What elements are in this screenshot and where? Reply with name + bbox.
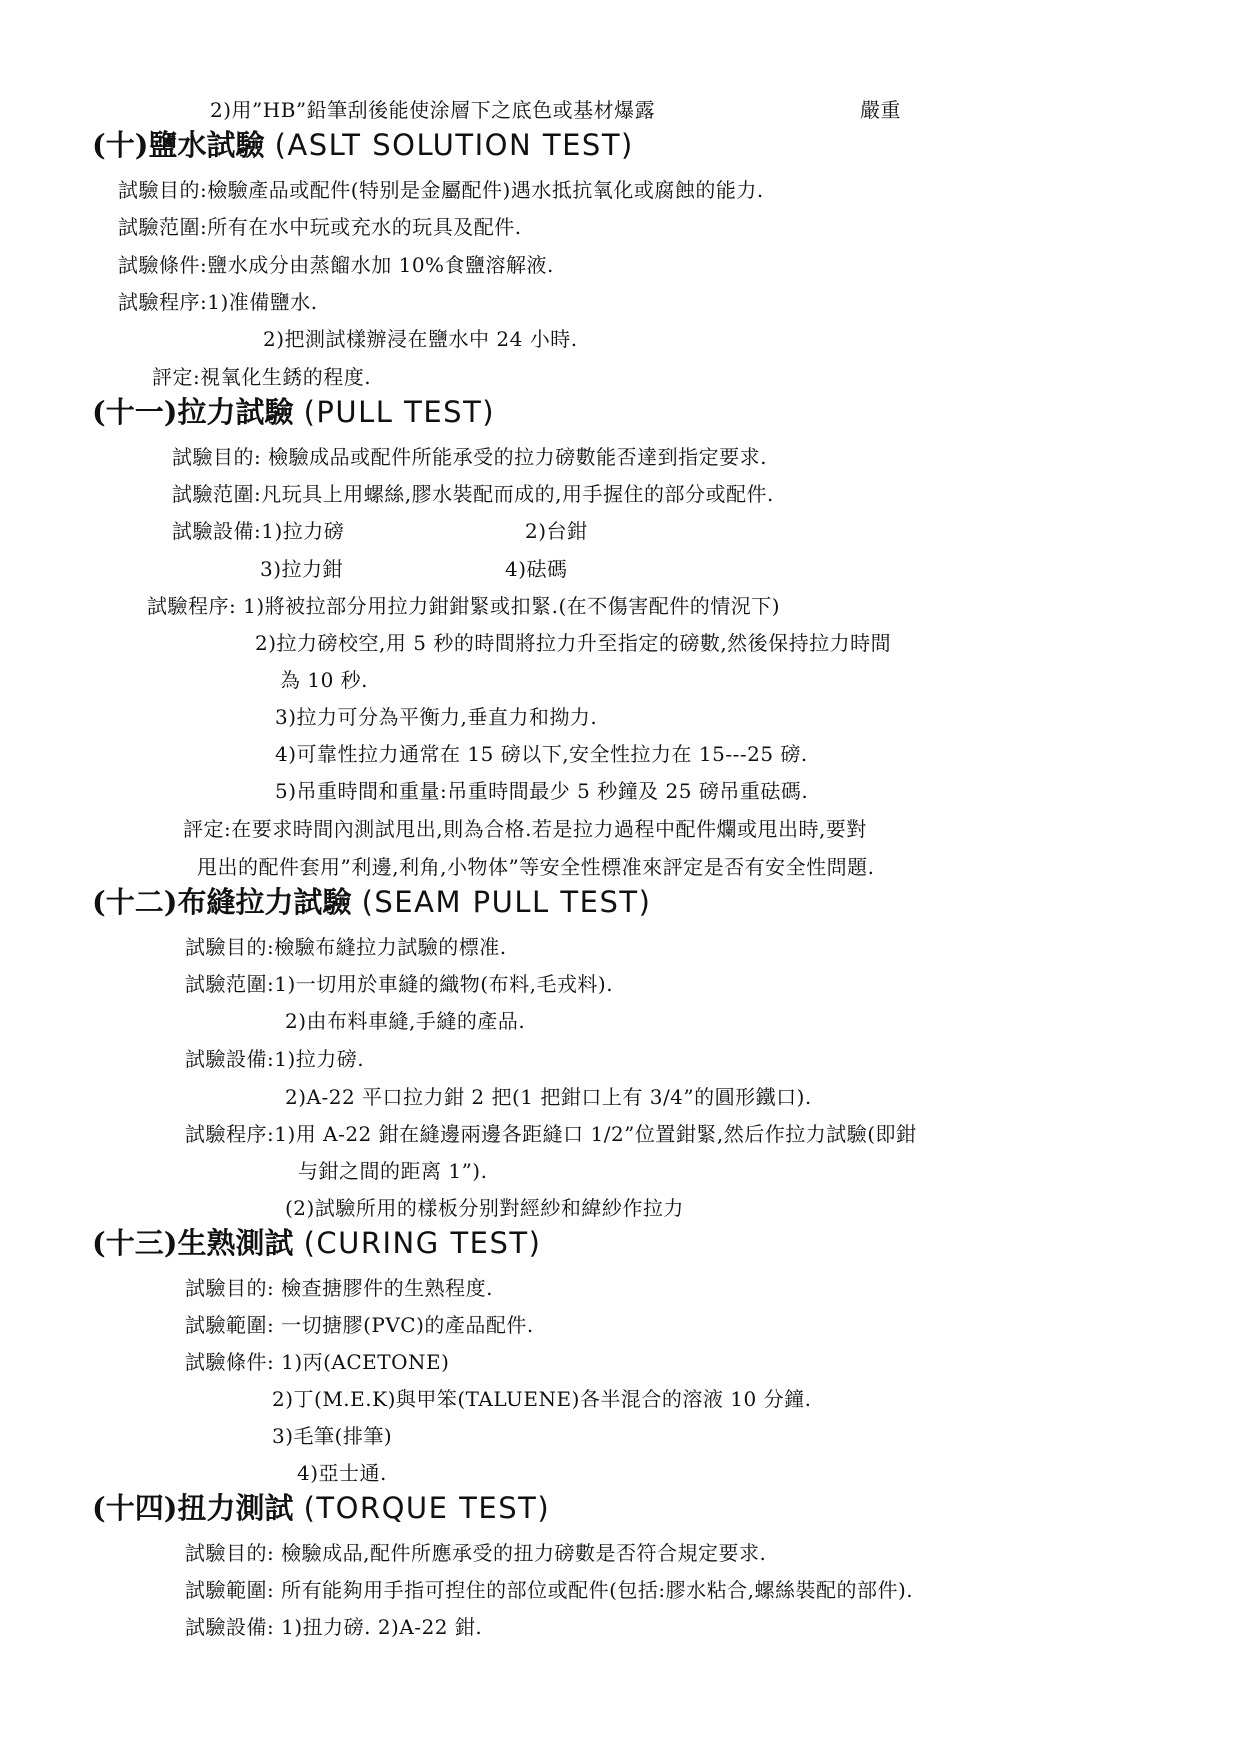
- text-line: 2)由布料車縫,手縫的產品.: [285, 1009, 526, 1033]
- text-line: 試驗目的: 檢查搪膠件的生熟程度.: [185, 1276, 493, 1300]
- section-heading: [92, 885, 651, 919]
- text-line: 4)可靠性拉力通常在 15 磅以下,安全性拉力在 15---25 磅.: [275, 742, 808, 766]
- text-line: 4)砝碼: [505, 557, 568, 581]
- text-line: 試驗范圍:1)一切用於車縫的織物(布料,毛戎料).: [185, 972, 614, 996]
- text-line: 為 10 秒.: [280, 668, 369, 692]
- text-line: 試驗條件: 1)丙(ACETONE): [185, 1350, 450, 1374]
- text-line: 試驗設備: 1)扭力磅. 2)A-22 鉗.: [185, 1615, 483, 1639]
- section-heading-en: (CURING TEST): [303, 1226, 542, 1260]
- text-line: 2)把測試樣辦浸在鹽水中 24 小時.: [263, 327, 578, 351]
- section-heading-zh: (十三)生熟測試: [92, 1226, 294, 1260]
- section-heading-en: (TORQUE TEST): [303, 1491, 551, 1525]
- text-line: 試驗設備:1)拉力磅: [172, 519, 345, 543]
- text-line: 2)丁(M.E.K)與甲笨(TALUENE)各半混合的溶液 10 分鐘.: [272, 1387, 812, 1411]
- section-heading-zh: (十二)布縫拉力試驗: [92, 885, 352, 919]
- text-line: 試驗條件:鹽水成分由蒸餾水加 10%食鹽溶解液.: [118, 253, 554, 277]
- text-line: 評定:在要求時間內測試甩出,則為合格.若是拉力過程中配件爛或甩出時,要對: [183, 817, 867, 841]
- text-line: 試驗范圍:凡玩具上用螺絲,膠水裝配而成的,用手握住的部分或配件.: [172, 482, 774, 506]
- text-line: 評定:視氧化生銹的程度.: [152, 365, 372, 389]
- text-line: 試驗程序:1)准備鹽水.: [118, 290, 318, 314]
- text-line: 4)亞士通.: [297, 1461, 387, 1485]
- text-line: 試驗範圍: 所有能夠用手指可揑住的部位或配件(包括:膠水粘合,螺絲裝配的部件).: [185, 1578, 914, 1602]
- text-line: 3)拉力鉗: [260, 557, 344, 581]
- text-line: 2)A-22 平口拉力鉗 2 把(1 把鉗口上有 3/4”的圓形鐵口).: [285, 1085, 812, 1109]
- section-heading-en: (SEAM PULL TEST): [361, 885, 652, 919]
- section-heading-en: (ASLT SOLUTION TEST): [274, 128, 634, 162]
- text-line: 試驗目的:檢驗布縫拉力試驗的標准.: [185, 935, 507, 959]
- section-heading-en: (PULL TEST): [303, 395, 496, 429]
- text-line: 3)拉力可分為平衡力,垂直力和拗力.: [275, 705, 598, 729]
- text-line: (2)試驗所用的樣板分别對經紗和緯紗作拉力: [285, 1196, 684, 1220]
- text-line: 甩出的配件套用”利邊,利角,小物体”等安全性標准來評定是否有安全性問題.: [197, 855, 875, 879]
- text-line: 2)台鉗: [525, 519, 588, 543]
- text-line: 試驗程序:1)用 A-22 鉗在縫邊兩邊各距縫口 1/2”位置鉗緊,然后作拉力試驗(即鉗: [185, 1122, 917, 1146]
- section-heading-zh: (十一)拉力試驗: [92, 395, 294, 429]
- section-heading-zh: (十四)扭力測試: [92, 1491, 294, 1525]
- text-line: 2)拉力磅校空,用 5 秒的時間將拉力升至指定的磅數,然後保持拉力時間: [255, 631, 892, 655]
- section-heading: [92, 1226, 541, 1260]
- text-line: 2)用”HB”鉛筆刮後能使涂層下之底色或基材爆露: [210, 98, 656, 122]
- section-heading: [92, 1491, 550, 1525]
- text-line: 試驗設備:1)拉力磅.: [185, 1047, 365, 1071]
- text-line: 5)吊重時間和重量:吊重時間最少 5 秒鐘及 25 磅吊重砝碼.: [275, 779, 809, 803]
- text-line: 与鉗之間的距离 1”).: [298, 1159, 488, 1183]
- section-heading-zh: (十)鹽水試驗: [92, 128, 265, 162]
- section-heading: [92, 395, 495, 429]
- text-line: 嚴重: [860, 98, 901, 122]
- text-line: 試驗目的:檢驗產品或配件(特别是金屬配件)遇水抵抗氧化或腐蝕的能力.: [118, 178, 764, 202]
- text-line: 試驗范圍:所有在水中玩或充水的玩具及配件.: [118, 215, 522, 239]
- text-line: 試驗程序: 1)將被拉部分用拉力鉗鉗緊或扣緊.(在不傷害配件的情況下): [147, 594, 781, 618]
- text-line: 試驗範圍: 一切搪膠(PVC)的產品配件.: [185, 1313, 534, 1337]
- section-heading: [92, 128, 634, 162]
- text-line: 試驗目的: 檢驗成品或配件所能承受的拉力磅數能否達到指定要求.: [172, 445, 767, 469]
- text-line: 3)毛筆(排筆): [272, 1424, 393, 1448]
- text-line: 試驗目的: 檢驗成品,配件所應承受的扭力磅數是否符合規定要求.: [185, 1541, 767, 1565]
